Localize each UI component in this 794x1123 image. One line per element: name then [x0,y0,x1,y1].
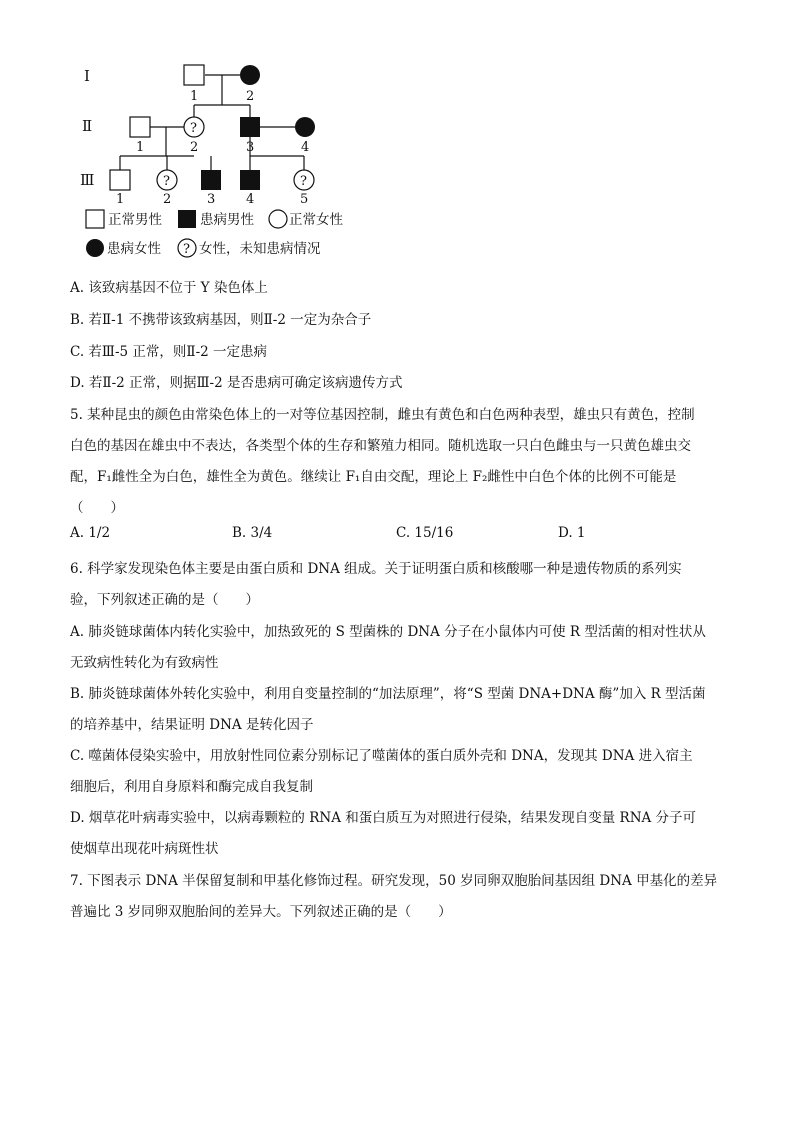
q5-stem-line-4: （ ） [70,500,124,516]
label-II-1: 1 [136,140,145,155]
individual-III-1 [110,170,130,190]
q5-option-d: D. 1 [558,525,586,541]
generation-label-1: I [84,67,90,85]
legend-normal-male-symbol [86,210,104,228]
q5-option-a: A. 1/2 [70,525,111,541]
q5-stem-line-1: 5. 某种昆虫的颜色由常染色体上的一对等位基因控制，雌虫有黄色和白色两种表型，雄虫只有黄色，控制 [70,407,695,423]
q5-option-b: B. 3/4 [232,525,273,541]
label-II-2: 2 [190,140,199,155]
q6-option-c-line-1: C. 噬菌体侵染实验中，用放射性同位素分别标记了噬菌体的蛋白质外壳和 DNA，发现其 DNA 进入宿主 [70,748,693,764]
label-III-4: 4 [246,192,255,207]
legend-affected-male-symbol [178,210,196,228]
unknown-mark-III-2: ? [163,174,170,189]
q6-option-c-line-2: 细胞后，利用自身原料和酶完成自我复制 [70,779,313,795]
q6-option-a-line-1: A. 肺炎链球菌体内转化实验中，加热致死的 S 型菌株的 DNA 分子在小鼠体内可使 R 型活菌的相对性状从 [70,624,706,640]
label-I-1: 1 [190,89,199,104]
label-II-3: 3 [246,140,255,155]
q4-option-d: D. 若Ⅱ-2 正常，则据Ⅲ-2 是否患病可确定该病遗传方式 [70,375,403,391]
legend-normal-male: 正常男性 [108,212,162,228]
legend-unknown-female: 女性，未知患病情况 [199,241,321,257]
individual-III-4 [240,170,260,190]
pedigree-svg [70,58,410,273]
q6-option-d-line-2: 使烟草出现花叶病斑性状 [70,841,219,857]
q4-option-b: B. 若Ⅱ-1 不携带该致病基因，则Ⅱ-2 一定为杂合子 [70,312,372,328]
q6-stem-line-1: 6. 科学家发现染色体主要是由蛋白质和 DNA 组成。关于证明蛋白质和核酸哪一种是遗传物质的系列实 [70,561,682,577]
individual-I-1 [184,65,204,85]
q6-stem-line-2: 验，下列叙述正确的是（ ） [70,592,259,608]
q4-option-a: A. 该致病基因不位于 Y 染色体上 [70,280,268,296]
generation-label-2: Ⅱ [82,117,93,135]
label-II-4: 4 [301,140,310,155]
q5-stem-line-3: 配，F₁雌性全为白色，雄性全为黄色。继续让 F₁自由交配，理论上 F₂雌性中白色个体的比例不可能是 [70,469,677,485]
q5-stem-line-2: 白色的基因在雄虫中不表达，各类型个体的生存和繁殖力相同。随机选取一只白色雌虫与一只黄色雄虫交 [70,438,691,454]
individual-II-1 [130,117,150,137]
q5-option-c: C. 15/16 [396,525,454,541]
unknown-mark-III-5: ? [300,174,307,189]
legend-affected-male: 患病男性 [200,212,254,228]
individual-II-4 [295,117,315,137]
q6-option-d-line-1: D. 烟草花叶病毒实验中，以病毒颗粒的 RNA 和蛋白质互为对照进行侵染，结果发现自变量 RNA 分子可 [70,810,697,826]
q6-option-b-line-2: 的培养基中，结果证明 DNA 是转化因子 [70,717,314,733]
label-III-2: 2 [163,192,172,207]
q6-option-b-line-1: B. 肺炎链球菌体外转化实验中，利用自变量控制的“加法原理”，将“S 型菌 DNA+DNA 酶”加入 R 型活菌 [70,686,706,702]
legend-unknown-mark: ? [183,242,190,257]
unknown-mark-II-2: ? [190,121,197,136]
q4-option-c: C. 若Ⅲ-5 正常，则Ⅱ-2 一定患病 [70,344,268,360]
q7-stem-line-1: 7. 下图表示 DNA 半保留复制和甲基化修饰过程。研究发现，50 岁同卵双胞胎间基因组 DNA 甲基化的差异 [70,873,718,889]
label-I-2: 2 [246,89,255,104]
individual-III-3 [201,170,221,190]
q7-stem-line-2: 普遍比 3 岁同卵双胞胎间的差异大。下列叙述正确的是（ ） [70,904,452,920]
label-III-3: 3 [207,192,216,207]
pedigree-chart [70,58,410,273]
legend-normal-female-symbol [269,210,287,228]
generation-label-3: Ⅲ [80,171,95,189]
individual-II-3 [240,117,260,137]
legend-normal-female: 正常女性 [289,212,343,228]
legend-affected-female-symbol [86,239,104,257]
label-III-5: 5 [300,192,309,207]
q6-option-a-line-2: 无致病性转化为有致病性 [70,655,219,671]
individual-I-2 [240,65,260,85]
legend-affected-female: 患病女性 [107,241,161,257]
label-III-1: 1 [116,192,125,207]
